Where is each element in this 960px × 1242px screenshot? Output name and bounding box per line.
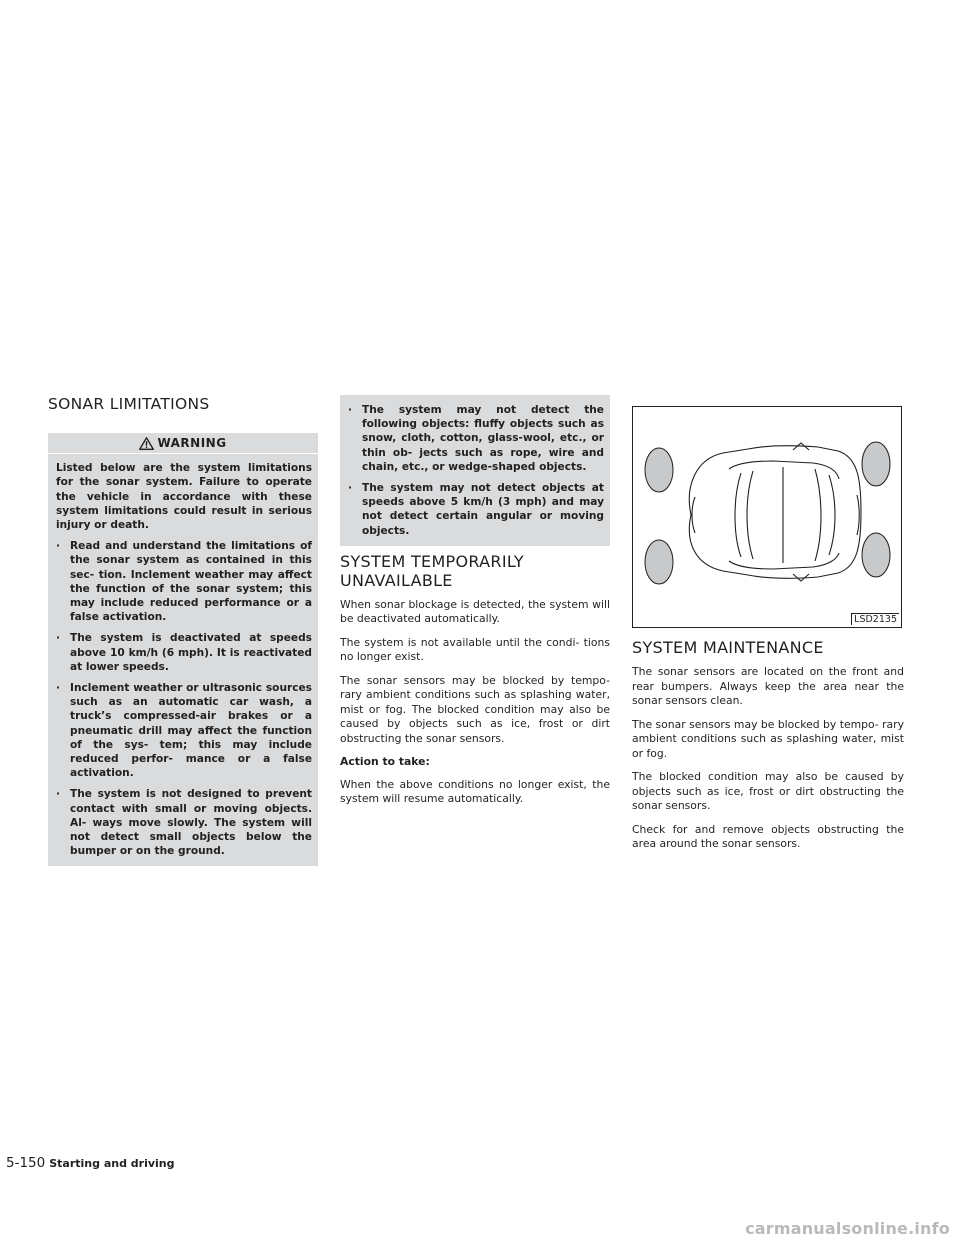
paragraph: The blocked condition may also be caused by objects such as ice, frost or dirt obstructing the sonar sensors. <box>632 770 904 812</box>
action-heading: Action to take: <box>340 755 430 769</box>
figure-code: LSD2135 <box>851 613 899 625</box>
warning-bullet: · The system is not designed to prevent contact with small or moving objects. Al- ways move slowly. The system will not detect small objects below the bumper or on the ground. <box>56 787 312 858</box>
warning-bullet-list <box>48 539 318 858</box>
warning-bullet-list <box>340 403 610 538</box>
paragraph: The sonar sensors may be blocked by tempo- rary ambient conditions such as splashing water, mist or fog. The blocked condition may also be caused by objects such as ice, frost or dirt obstructing the sonar sensors. <box>340 673 610 745</box>
page-number: 5-150 <box>6 1155 46 1171</box>
paragraph: The sonar sensors are located on the front and rear bumpers. Always keep the area near the sonar sensors clean. <box>632 665 904 707</box>
car-top-view-illustration <box>633 407 901 627</box>
warning-bullet: · The system may not detect objects at speeds above 5 km/h (3 mph) and may not detect certain angular or moving objects. <box>348 481 604 538</box>
column-2 <box>340 395 610 816</box>
watermark: carmanualsonline.info <box>745 1219 950 1238</box>
column-3 <box>632 406 904 861</box>
sensor-zone-rear-right <box>862 533 890 577</box>
sensor-zone-front-left <box>645 448 673 492</box>
chapter-title: Starting and driving <box>49 1157 175 1170</box>
paragraph: The sonar sensors may be blocked by tempo- rary ambient conditions such as splashing water, mist or fog. <box>632 717 904 760</box>
sensor-zone-front-right <box>862 442 890 486</box>
warning-bullet: · Inclement weather or ultrasonic sources such as an automatic car wash, a truck’s compressed-air brakes or a pneumatic drill may affect the function of the sys- tem; this may include reduced perfor- mance or a false activation. <box>56 681 312 780</box>
section-title-system-temporarily-unavailable: SYSTEM TEMPORARILY UNAVAILABLE <box>340 551 525 590</box>
warning-label: WARNING <box>157 436 227 450</box>
car-body <box>689 443 861 581</box>
paragraph: The system is not available until the condi- tions no longer exist. <box>340 635 610 664</box>
action-text: When the above conditions no longer exist, the system will resume automatically. <box>340 777 610 806</box>
warning-bullet: · The system may not detect the following objects: fluffy objects such as snow, cloth, cotton, glass-wool, etc., or thin ob- jects such as rope, wire and chain, etc., or wedge-shaped objects. <box>348 403 604 474</box>
warning-triangle-icon <box>139 437 154 450</box>
warning-box <box>48 433 318 866</box>
warning-box-continued <box>340 395 610 546</box>
sonar-sensor-figure <box>632 406 902 628</box>
paragraph: When sonar blockage is detected, the system will be deactivated automatically. <box>340 597 610 626</box>
page-footer <box>6 1155 175 1171</box>
warning-intro: Listed below are the system limitations for the sonar system. Failure to operate the vehicle in accordance with these system limitations could result in serious injury or death. <box>56 462 312 532</box>
warning-bullet: · The system is deactivated at speeds above 10 km/h (6 mph). It is reactivated at lower speeds. <box>56 631 312 674</box>
paragraph: Check for and remove objects obstructing the area around the sonar sensors. <box>632 822 904 850</box>
sensor-zone-rear-left <box>645 540 673 584</box>
section-title-sonar-limitations: SONAR LIMITATIONS <box>48 395 210 413</box>
section-title-system-maintenance: SYSTEM MAINTENANCE <box>632 638 824 657</box>
warning-header <box>48 433 318 454</box>
warning-bullet: · Read and understand the limitations of the sonar system as contained in this sec- tion. Inclement weather may affect the function of the sonar system; this may include reduced performance or a false activation. <box>56 539 312 624</box>
column-1 <box>48 395 318 866</box>
